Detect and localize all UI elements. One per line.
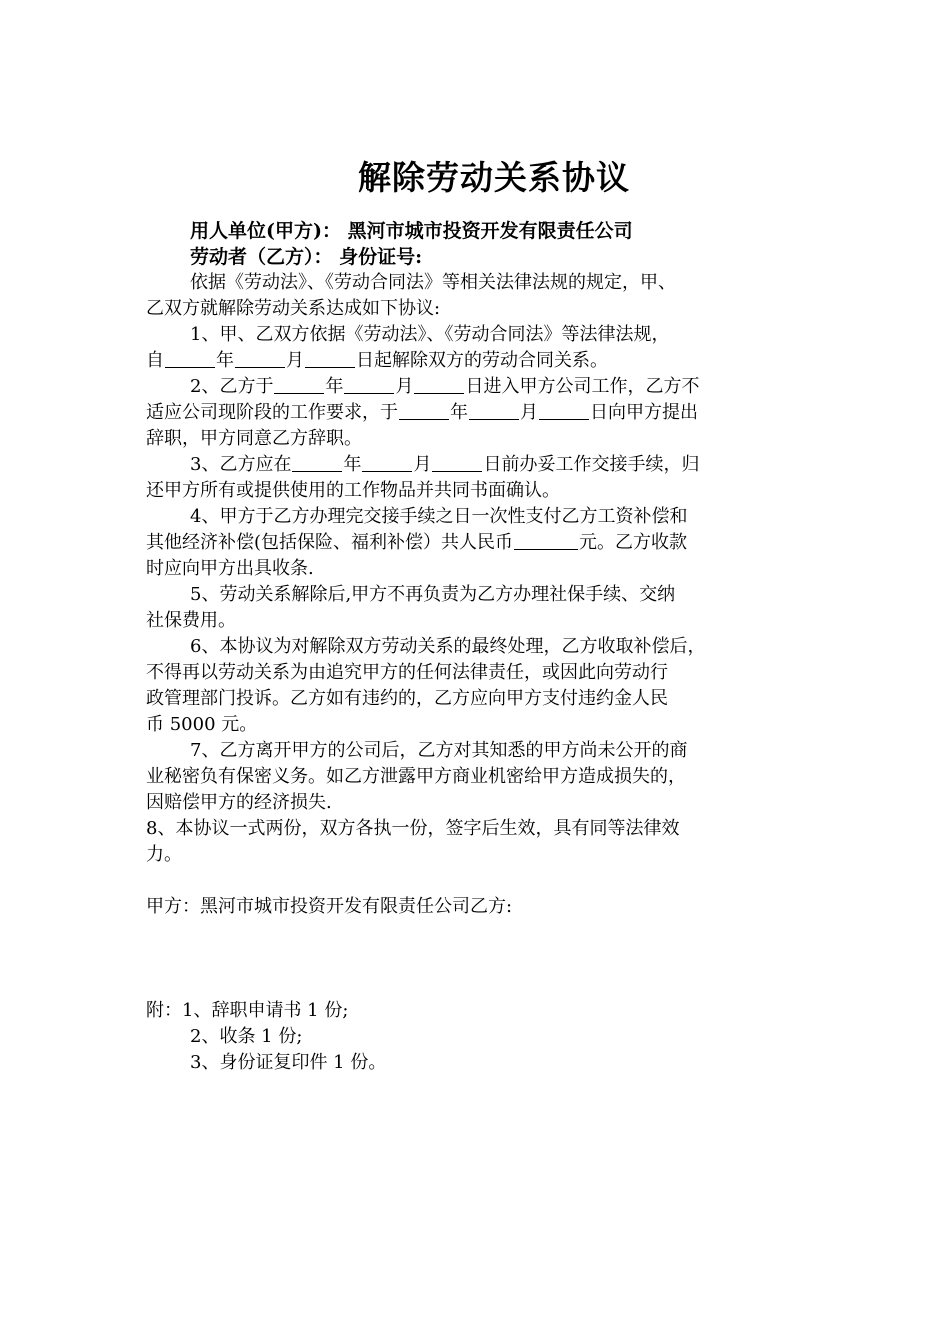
annex-item-1: 附：1、辞职申请书 1 份; xyxy=(146,1000,349,1021)
party-a-line xyxy=(146,218,828,244)
clause-text: 3、乙方应在 xyxy=(190,454,292,475)
blank-year[interactable] xyxy=(274,375,324,394)
clause-text: 年 xyxy=(343,454,362,475)
clause-text: 年 xyxy=(216,350,234,371)
annex-item-2: 2、收条 1 份; xyxy=(190,1026,303,1047)
clause-7-line-3: 因赔偿甲方的经济损失. xyxy=(146,792,332,813)
clause-text: 其他经济补偿(包括保险、福利补偿）共人民币 xyxy=(146,532,514,553)
blank-year[interactable] xyxy=(292,453,342,472)
document-title: 解除劳动关系协议 xyxy=(358,158,630,197)
clause-text: 月 xyxy=(286,350,304,371)
party-b-label: 劳动者（乙方）： xyxy=(190,246,333,268)
clause-6-line-1: 6、本协议为对解除双方劳动关系的最终处理，乙方收取补偿后， xyxy=(190,636,706,657)
clause-text: 月 xyxy=(395,376,414,397)
spacer xyxy=(146,868,828,894)
blank-month[interactable] xyxy=(235,349,285,368)
blank-day[interactable] xyxy=(539,401,589,420)
signature-line: 甲方：黑河市城市投资开发有限责任公司乙方: xyxy=(146,896,513,917)
party-a-label: 用人单位(甲方)： xyxy=(190,220,341,242)
clause-2-line-2 xyxy=(146,400,828,426)
blank-amount[interactable] xyxy=(514,531,578,550)
clause-text: 年 xyxy=(325,376,344,397)
clause-2-line-1 xyxy=(146,374,828,400)
clause-text: 日进入甲方公司工作，乙方不 xyxy=(465,376,700,397)
clause-7-line-1: 7、乙方离开甲方的公司后，乙方对其知悉的甲方尚未公开的商 xyxy=(190,740,688,761)
clause-text: 2、乙方于 xyxy=(190,376,274,397)
clause-text: 月 xyxy=(520,402,538,423)
blank-year[interactable] xyxy=(399,401,449,420)
annex-item-3: 3、身份证复印件 1 份。 xyxy=(190,1052,387,1073)
party-b-id-label: 身份证号: xyxy=(339,246,423,268)
clause-5-line-1: 5、劳动关系解除后,甲方不再负责为乙方办理社保手续、交纳 xyxy=(190,584,676,605)
blank-month[interactable] xyxy=(469,401,519,420)
clause-text: 适应公司现阶段的工作要求，于 xyxy=(146,402,398,423)
clause-8-line-1: 8、本协议一式两份，双方各执一份，签字后生效，具有同等法律效 xyxy=(146,818,680,839)
clause-4-line-3: 时应向甲方出具收条. xyxy=(146,558,314,579)
clause-8-line-2: 力。 xyxy=(146,844,182,865)
blank-day[interactable] xyxy=(414,375,464,394)
clause-text: 年 xyxy=(450,402,468,423)
clause-6-line-4: 币 5000 元。 xyxy=(146,714,258,735)
party-b-line xyxy=(146,244,828,270)
clause-2-line-3: 辞职，甲方同意乙方辞职。 xyxy=(146,428,362,449)
clause-text: 日前办妥工作交接手续，归 xyxy=(483,454,700,475)
blank-month[interactable] xyxy=(344,375,394,394)
clause-6-line-3: 政管理部门投诉。乙方如有违约的，乙方应向甲方支付违约金人民 xyxy=(146,688,668,709)
clause-3-line-1 xyxy=(146,452,828,478)
clause-text: 元。乙方收款 xyxy=(579,532,688,553)
clause-6-line-2: 不得再以劳动关系为由追究甲方的任何法律责任，或因此向劳动行 xyxy=(146,662,668,683)
clause-text: 日起解除双方的劳动合同关系。 xyxy=(356,350,608,371)
clause-text: 日向甲方提出 xyxy=(590,402,698,423)
clause-4-line-1: 4、甲方于乙方办理完交接手续之日一次性支付乙方工资补偿和 xyxy=(190,506,688,527)
intro-line-2: 乙双方就解除劳动关系达成如下协议: xyxy=(146,298,441,319)
party-a-name: 黑河市城市投资开发有限责任公司 xyxy=(347,220,633,242)
spacer xyxy=(146,920,828,998)
blank-month[interactable] xyxy=(362,453,412,472)
clause-1-line-1: 1、甲、乙双方依据《劳动法》、《劳动合同法》等法律法规， xyxy=(190,324,670,345)
clause-text: 自 xyxy=(146,350,164,371)
agreement-document xyxy=(146,150,828,1076)
clause-4-line-2 xyxy=(146,530,828,556)
blank-year[interactable] xyxy=(165,349,215,368)
blank-day[interactable] xyxy=(305,349,355,368)
clause-3-line-2: 还甲方所有或提供使用的工作物品并共同书面确认。 xyxy=(146,480,560,501)
intro-line-1: 依据《劳动法》、《劳动合同法》等相关法律法规的规定，甲、 xyxy=(190,272,676,293)
clause-text: 月 xyxy=(413,454,432,475)
clause-7-line-2: 业秘密负有保密义务。如乙方泄露甲方商业机密给甲方造成损失的， xyxy=(146,766,686,787)
clause-5-line-2: 社保费用。 xyxy=(146,610,236,631)
clause-1-line-2 xyxy=(146,348,828,374)
blank-day[interactable] xyxy=(432,453,482,472)
